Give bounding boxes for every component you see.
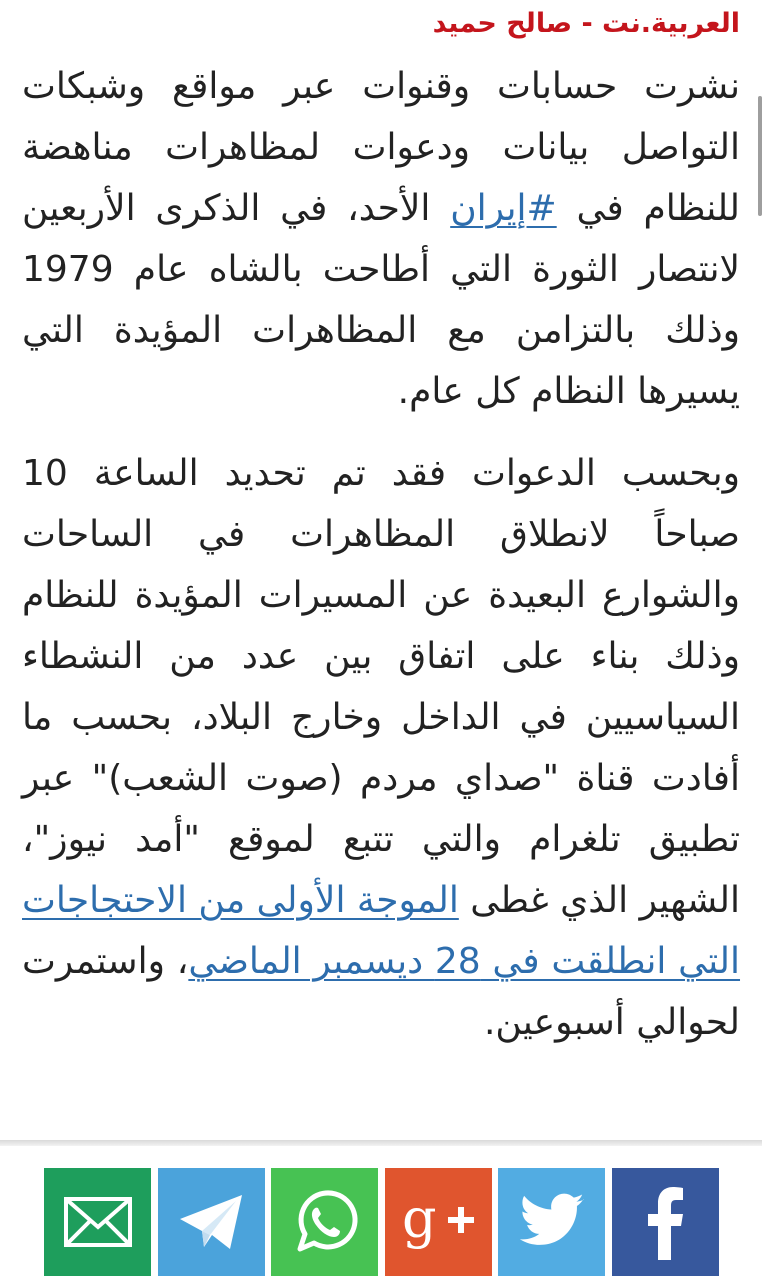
article-byline: العربية.نت - صالح حميد: [432, 8, 740, 39]
twitter-share-button[interactable]: [498, 1168, 605, 1276]
envelope-icon: [64, 1197, 132, 1247]
iran-hashtag-link[interactable]: #إيران: [450, 188, 557, 229]
email-share-button[interactable]: [44, 1168, 151, 1276]
paragraph-1-text-start: نشرت حسابات وقنوات عبر مواقع وشبكات التواصل بيانات ودعوات لمظاهرات مناهضة للنظام في: [22, 66, 740, 229]
paragraph-1-text-end: الأحد، في الذكرى الأربعين لانتصار الثورة التي أطاحت بالشاه عام 1979 وذلك بالتزامن مع المظاهرات المؤيدة التي يسيرها النظام كل عام.: [22, 188, 740, 412]
svg-text:g: g: [402, 1187, 437, 1250]
whatsapp-share-button[interactable]: [271, 1168, 378, 1276]
paragraph-2-text-end: ، واستمرت لحوالي أسبوعين.: [22, 941, 740, 1043]
article-paragraph-2: [22, 443, 740, 1053]
google-plus-share-button[interactable]: [385, 1168, 492, 1276]
paper-plane-icon: [178, 1193, 244, 1251]
facebook-share-button[interactable]: [612, 1168, 719, 1276]
paragraph-2-text-start: وبحسب الدعوات فقد تم تحديد الساعة 10 صباحاً لانطلاق المظاهرات في الساحات والشوارع البعيدة عن المسيرات المؤيدة للنظام وذلك بناء على اتفاق بين عدد من النشطاء السياسيين في الداخل وخارج البلاد، بحسب ما أفادت قناة "صداي مردم (صوت الشعب)" عبر تطبيق تلغرام والتي تتبع لموقع "أمد نيوز"، الشهير الذي غطى: [22, 453, 740, 921]
twitter-bird-icon: [517, 1193, 587, 1251]
share-bar: [44, 1168, 719, 1276]
telegram-share-button[interactable]: [158, 1168, 265, 1276]
whatsapp-icon: [290, 1187, 360, 1257]
google-plus-icon: [398, 1187, 478, 1257]
share-bar-divider: [0, 1140, 762, 1146]
scrollbar-thumb[interactable]: [758, 96, 762, 216]
first-wave-protests-link[interactable]: الموجة الأولى من الاحتجاجات التي انطلقت في 28 ديسمبر الماضي: [22, 880, 741, 982]
facebook-f-icon: [645, 1184, 685, 1260]
article-paragraph-1: [22, 56, 740, 422]
